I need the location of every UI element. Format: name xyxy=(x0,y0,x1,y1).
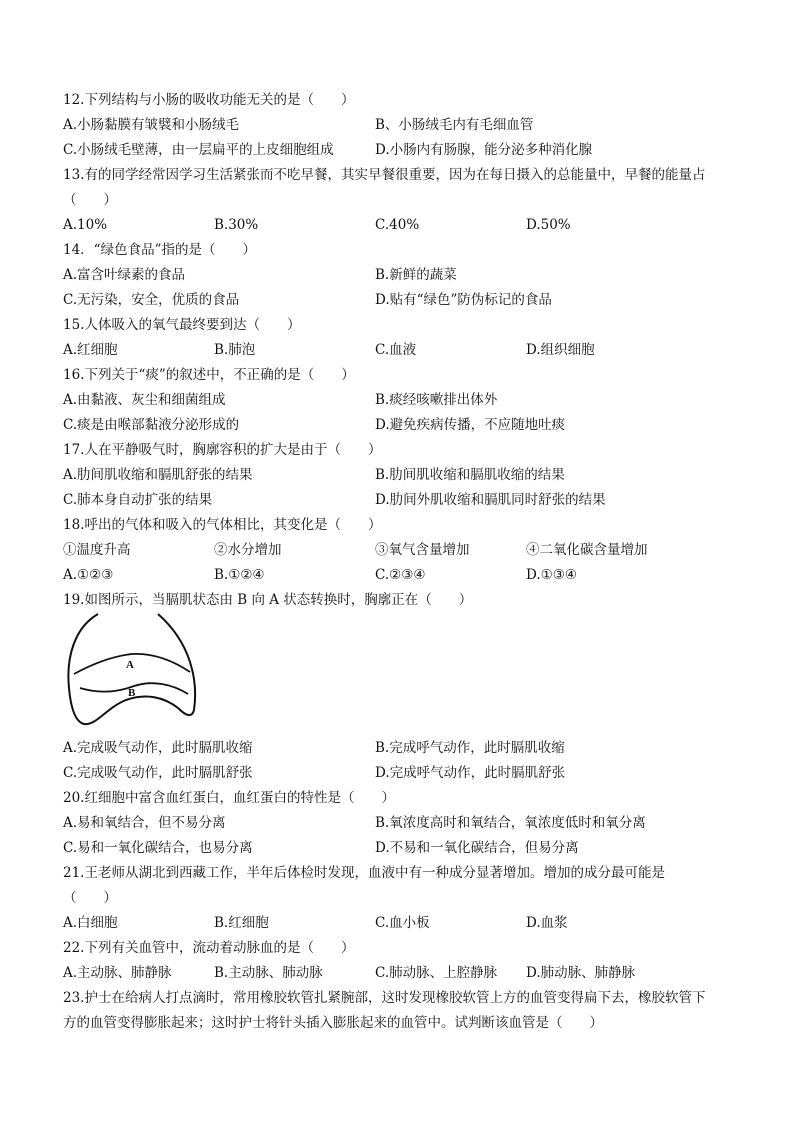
q22-stem: 22.下列有关血管中，流动着动脉血的是（ ） xyxy=(63,940,355,956)
q18-item-3: ③氧气含量增加 xyxy=(375,542,470,558)
q19-option-b: B.完成呼气动作，此时膈肌收缩 xyxy=(375,740,565,756)
q18-option-a: A.①②③ xyxy=(63,567,114,583)
q13-option-d: D.50% xyxy=(526,217,571,233)
q13-stem-line2: （ ） xyxy=(63,192,117,208)
q18-stem: 18.呼出的气体和吸入的气体相比，其变化是（ ） xyxy=(63,517,382,533)
q23-stem-line2: 方的血管变得膨胀起来；这时护士将针头插入膨胀起来的血管中。试判断该血管是（ ） xyxy=(63,1015,603,1031)
q13-option-b: B.30% xyxy=(214,217,259,233)
q15-option-b: B.肺泡 xyxy=(214,342,256,358)
q19-option-a: A.完成吸气动作，此时膈肌收缩 xyxy=(63,740,253,756)
q22-option-b: B.主动脉、肺动脉 xyxy=(214,965,323,981)
q12-option-b: B、小肠绒毛内有毛细血管 xyxy=(375,117,534,133)
q18-item-2: ②水分增加 xyxy=(214,542,282,558)
q16-stem: 16.下列关于“痰”的叙述中，不正确的是（ ） xyxy=(63,367,355,383)
q14-option-b: B.新鲜的蔬菜 xyxy=(375,267,457,283)
q14-option-c: C.无污染，安全，优质的食品 xyxy=(63,292,240,308)
q15-option-a: A.红细胞 xyxy=(63,342,118,358)
q22-option-a: A.主动脉、肺静脉 xyxy=(63,965,172,981)
q16-option-b: B.痰经咳嗽排出体外 xyxy=(375,392,498,408)
q21-stem-line2: （ ） xyxy=(63,890,117,906)
q12-stem: 12.下列结构与小肠的吸收功能无关的是（ ） xyxy=(63,92,355,108)
q20-option-c: C.易和一氧化碳结合，也易分离 xyxy=(63,840,253,856)
q15-option-d: D.组织细胞 xyxy=(526,342,595,358)
q19-option-d: D.完成呼气动作，此时膈肌舒张 xyxy=(375,765,566,781)
diaphragm-label-b: B xyxy=(128,687,136,699)
q12-option-a: A.小肠黏膜有皱襞和小肠绒毛 xyxy=(63,117,240,133)
q16-option-c: C.痰是由喉部黏液分泌形成的 xyxy=(63,417,240,433)
q14-stem: 14．“绿色食品”指的是（ ） xyxy=(63,242,256,258)
q16-option-a: A.由黏液、灰尘和细菌组成 xyxy=(63,392,226,408)
q21-stem-line1: 21.王老师从湖北到西藏工作，半年后体检时发现，血液中有一种成分显著增加。增加的成分最可能是 xyxy=(63,865,665,881)
q12-option-d: D.小肠内有肠腺，能分泌多种消化腺 xyxy=(375,142,593,158)
q15-stem: 15.人体吸入的氧气最终要到达（ ） xyxy=(63,317,301,333)
q17-option-b: B.肋间肌收缩和膈肌收缩的结果 xyxy=(375,467,565,483)
q18-item-4: ④二氧化碳含量增加 xyxy=(526,542,648,558)
q21-option-a: A.白细胞 xyxy=(63,915,118,931)
q20-option-b: B.氧浓度高时和氧结合，氧浓度低时和氧分离 xyxy=(375,815,646,831)
q19-stem: 19.如图所示，当膈肌状态由 B 向 A 状态转换时，胸廓正在（ ） xyxy=(63,592,473,608)
q14-option-d: D.贴有“绿色”防伪标记的食品 xyxy=(375,292,552,308)
q19-option-c: C.完成吸气动作，此时膈肌舒张 xyxy=(63,765,253,781)
q18-item-1: ①温度升高 xyxy=(63,542,131,558)
diaphragm-label-a: A xyxy=(126,659,134,671)
q13-option-a: A.10% xyxy=(63,217,108,233)
q21-option-d: D.血浆 xyxy=(526,915,568,931)
q13-option-c: C.40% xyxy=(375,217,420,233)
q23-stem-line1: 23.护士在给病人打点滴时，常用橡胶软管扎紧腕部，这时发现橡胶软管上方的血管变得扁下去，橡胶软管下 xyxy=(63,990,706,1006)
q13-stem-line1: 13.有的同学经常因学习生活紧张而不吃早餐，其实早餐很重要，因为在每日摄入的总能量中，早餐的能量占 xyxy=(63,167,706,183)
q17-option-a: A.肋间肌收缩和膈肌舒张的结果 xyxy=(63,467,253,483)
q14-option-a: A.富含叶绿素的食品 xyxy=(63,267,186,283)
q18-option-b: B.①②④ xyxy=(214,567,265,583)
q12-option-c: C.小肠绒毛壁薄，由一层扁平的上皮细胞组成 xyxy=(63,142,334,158)
q17-option-d: D.肋间外肌收缩和膈肌同时舒张的结果 xyxy=(375,492,606,508)
q15-option-c: C.血液 xyxy=(375,342,417,358)
q16-option-d: D.避免疾病传播，不应随地吐痰 xyxy=(375,417,566,433)
q22-option-c: C.肺动脉、上腔静脉 xyxy=(375,965,498,981)
q17-option-c: C.肺本身自动扩张的结果 xyxy=(63,492,213,508)
q21-option-c: C.血小板 xyxy=(375,915,430,931)
q21-option-b: B.红细胞 xyxy=(214,915,269,931)
q20-stem: 20.红细胞中富含血红蛋白，血红蛋白的特性是（ ） xyxy=(63,790,395,806)
q18-option-d: D.①③④ xyxy=(526,567,577,583)
q18-option-c: C.②③④ xyxy=(375,567,426,583)
q20-option-a: A.易和氧结合，但不易分离 xyxy=(63,815,226,831)
q17-stem: 17.人在平静吸气时，胸廓容积的扩大是由于（ ） xyxy=(63,442,382,458)
diaphragm-figure xyxy=(62,612,202,730)
q20-option-d: D.不易和一氧化碳结合，但易分离 xyxy=(375,840,579,856)
q22-option-d: D.肺动脉、肺静脉 xyxy=(526,965,636,981)
